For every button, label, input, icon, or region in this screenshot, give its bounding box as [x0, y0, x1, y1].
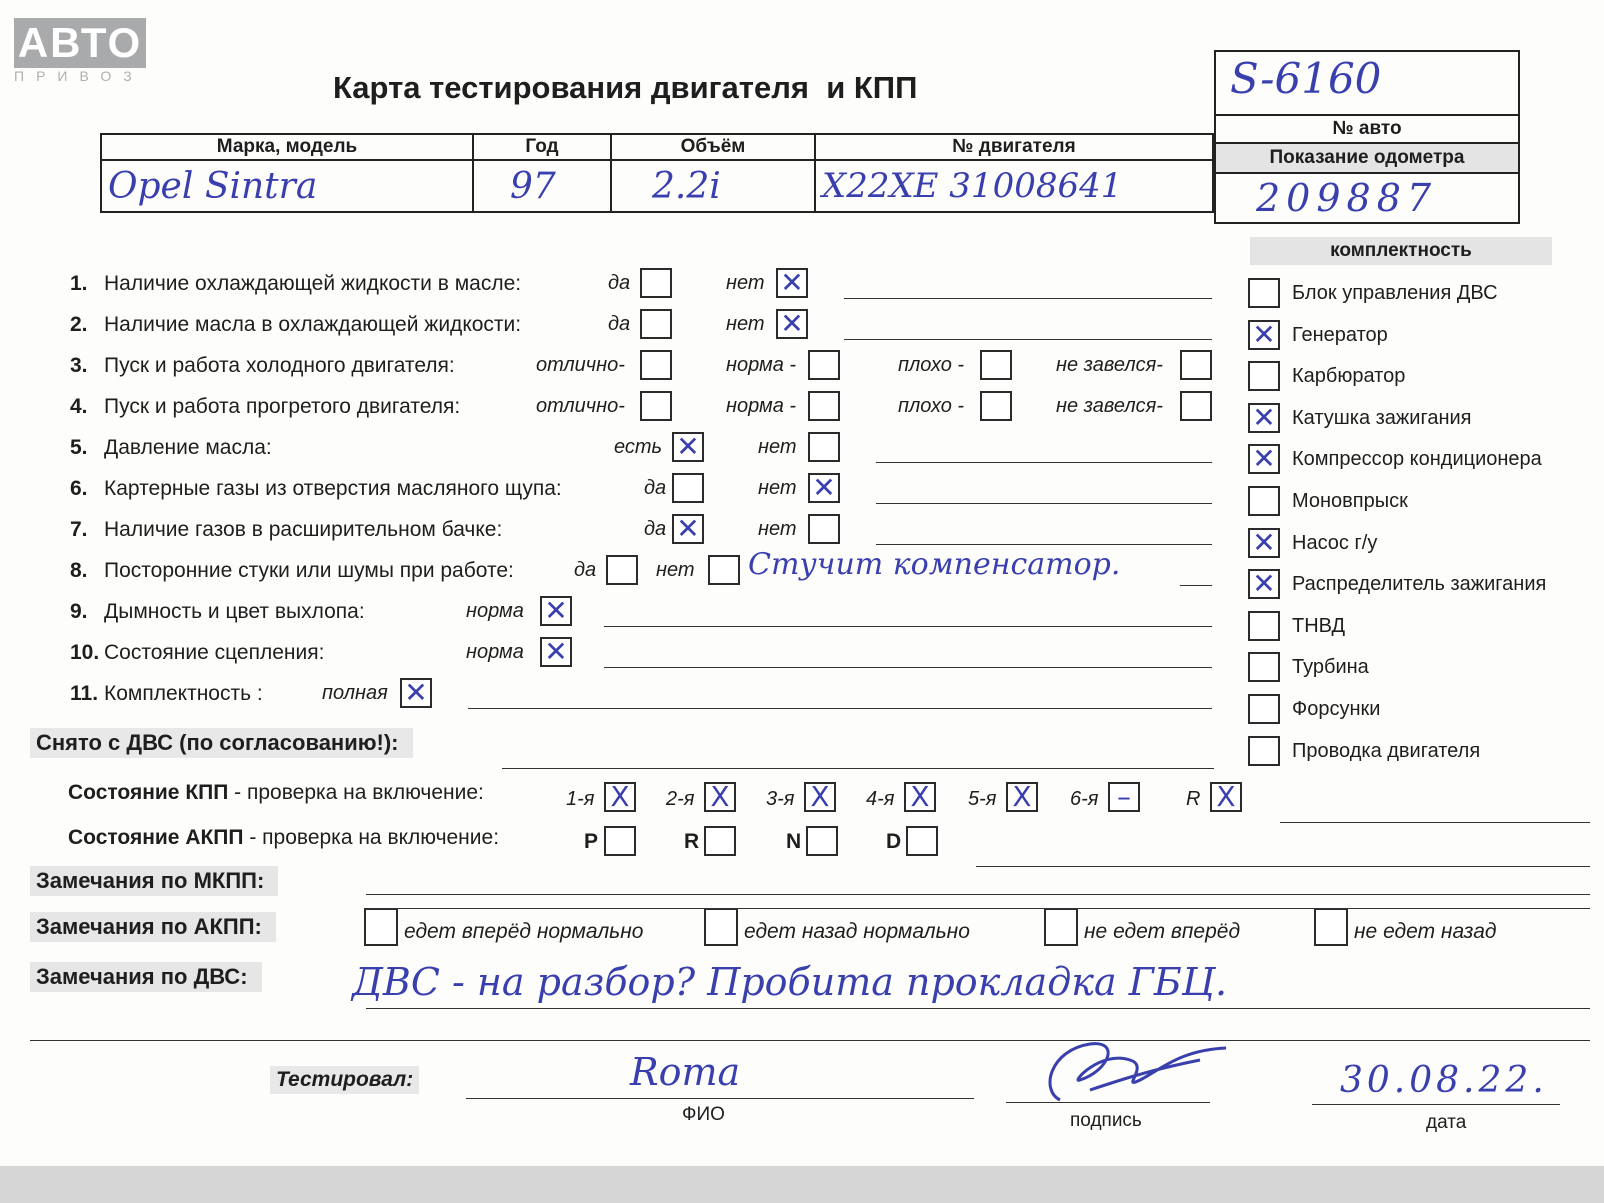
- engine-number-value: X22XE 31008641: [822, 166, 1123, 206]
- completeness-checkbox[interactable]: [1248, 444, 1280, 474]
- question-number: 4.: [70, 395, 88, 418]
- question-text: Состояние сцепления:: [104, 641, 325, 664]
- answer-option-label: да: [608, 272, 631, 294]
- kpp-label: Состояние КПП - проверка на включение:: [68, 781, 484, 804]
- answer-checkbox[interactable]: [672, 432, 704, 462]
- answer-checkbox[interactable]: [640, 391, 672, 421]
- odometer-label: Показание одометра: [1216, 142, 1518, 174]
- answer-checkbox[interactable]: [672, 473, 704, 503]
- engine-notes-value: ДВС - на разбор? Пробита прокладка ГБЦ.: [352, 960, 1228, 1004]
- answer-option-label: да: [574, 559, 597, 581]
- odometer-value: 209887: [1256, 176, 1438, 220]
- year-value: 97: [510, 165, 556, 207]
- answer-checkbox-mark: ✕: [676, 512, 700, 545]
- completeness-checkbox[interactable]: [1248, 694, 1280, 724]
- gear-mark: –: [1117, 780, 1131, 813]
- question-text: Пуск и работа холодного двигателя:: [104, 354, 455, 377]
- removed-parts-label: Снято с ДВС (по согласованию!):: [30, 728, 413, 758]
- question-text: Посторонние стуки или шумы при работе:: [104, 559, 514, 582]
- answer-checkbox-mark: ✕: [544, 594, 568, 627]
- gear-label: R: [1186, 788, 1201, 810]
- completeness-item-label: Распределитель зажигания: [1292, 573, 1547, 596]
- question-text: Пуск и работа прогретого двигателя:: [104, 395, 461, 418]
- answer-option-label: отлично-: [536, 354, 625, 376]
- answer-option-label: плохо -: [898, 395, 965, 417]
- answer-option-label: отлично-: [536, 395, 625, 417]
- tester-name-value: Roma: [630, 1050, 741, 1094]
- akpp-note-checkbox[interactable]: [1314, 908, 1348, 946]
- completeness-checkbox-mark: ✕: [1252, 442, 1276, 476]
- answer-checkbox[interactable]: [776, 309, 808, 339]
- answer-option-label: да: [644, 477, 667, 499]
- completeness-checkbox-mark: ✕: [1252, 400, 1276, 434]
- answer-option-label: да: [644, 518, 667, 540]
- completeness-checkbox[interactable]: [1248, 317, 1280, 351]
- question-text: Дымность и цвет выхлопа:: [104, 600, 365, 623]
- answer-checkbox[interactable]: [708, 555, 740, 585]
- answer-checkbox-mark: ✕: [544, 635, 568, 668]
- engine-number-label: № двигателя: [815, 134, 1213, 160]
- answer-option-label: норма: [466, 600, 524, 622]
- akpp-note-option-label: едет вперёд нормально: [404, 920, 644, 943]
- question-text: Наличие газов в расширительном бачке:: [104, 518, 503, 541]
- date-value: 30.08.22.: [1340, 1060, 1548, 1101]
- gear-label: 1-я: [566, 788, 595, 810]
- answer-checkbox[interactable]: [776, 268, 808, 298]
- akpp-note-option-label: едет назад нормально: [744, 920, 970, 943]
- answer-option-label: не завелся-: [1056, 395, 1163, 417]
- gear-label: 5-я: [968, 788, 997, 810]
- completeness-checkbox-mark: ✕: [1252, 567, 1276, 601]
- question-number: 5.: [70, 436, 88, 459]
- answer-option-label: норма -: [726, 354, 797, 376]
- logo-subtitle: ПРИВОЗ: [14, 68, 144, 84]
- completeness-checkbox[interactable]: [1248, 400, 1280, 434]
- kpp-line: [1280, 822, 1590, 823]
- akpp-note-checkbox[interactable]: [704, 908, 738, 946]
- answer-option-label: полная: [322, 682, 388, 704]
- akpp-note-checkbox[interactable]: [364, 908, 398, 946]
- completeness-item-label: Насос г/у: [1292, 531, 1378, 554]
- question-text: Наличие охлаждающей жидкости в масле:: [104, 272, 522, 295]
- answer-option-label: нет: [758, 436, 797, 458]
- completeness-checkbox[interactable]: [1248, 278, 1280, 308]
- answer-option-label: есть: [614, 436, 663, 458]
- gear-checkbox[interactable]: [804, 782, 836, 812]
- answer-line: [1180, 585, 1212, 586]
- mkpp-notes-line: [366, 894, 1590, 895]
- question-text: Наличие масла в охлаждающей жидкости:: [104, 313, 522, 336]
- answer-checkbox[interactable]: [400, 678, 432, 708]
- name-line: [466, 1098, 974, 1099]
- answer-checkbox-mark: ✕: [404, 676, 428, 709]
- date-line: [1312, 1104, 1560, 1105]
- make-label: Марка, модель: [101, 134, 473, 160]
- question-number: 6.: [70, 477, 88, 500]
- make-value: Opel Sintra: [108, 165, 318, 207]
- completeness-item-label: Моновпрыск: [1292, 490, 1408, 512]
- answer-line: [604, 626, 1212, 627]
- question-number: 10.: [70, 641, 100, 664]
- akpp-mode-checkbox[interactable]: [604, 826, 636, 856]
- answer-checkbox[interactable]: [640, 268, 672, 298]
- answer-checkbox[interactable]: [1180, 391, 1212, 421]
- akpp-mode-label: P: [584, 830, 599, 853]
- gear-checkbox[interactable]: [1108, 782, 1140, 812]
- gear-mark: X: [1216, 780, 1236, 813]
- answer-line: [876, 503, 1212, 504]
- gear-mark: X: [710, 780, 730, 813]
- answer-line: [876, 462, 1212, 463]
- question-number: 7.: [70, 518, 88, 541]
- question-text: Комплектность :: [104, 682, 263, 705]
- akpp-note-option-label: не едет назад: [1354, 920, 1497, 943]
- gear-mark: X: [810, 780, 830, 813]
- gear-label: 3-я: [766, 788, 795, 810]
- question-number: 3.: [70, 354, 88, 377]
- gear-label: 2-я: [666, 788, 695, 810]
- answer-checkbox[interactable]: [980, 350, 1012, 380]
- answer-checkbox-mark: ✕: [676, 430, 700, 463]
- completeness-item-label: Карбюратор: [1292, 365, 1406, 388]
- answer-checkbox[interactable]: [808, 350, 840, 380]
- akpp-mode-label: R: [684, 830, 700, 853]
- akpp-mode-checkbox[interactable]: [704, 826, 736, 856]
- answer-option-label: нет: [758, 518, 797, 540]
- answer-checkbox[interactable]: [808, 391, 840, 421]
- answer-checkbox-mark: ✕: [780, 266, 804, 299]
- gear-checkbox[interactable]: [604, 782, 636, 812]
- gear-checkbox[interactable]: [904, 782, 936, 812]
- vehicle-header-table: [100, 133, 1214, 213]
- answer-checkbox-mark: ✕: [780, 307, 804, 340]
- question-note: Стучит компенсатор.: [748, 547, 1121, 582]
- akpp-mode-label: D: [886, 830, 902, 853]
- engine-notes-line-2: [30, 1040, 1590, 1041]
- answer-option-label: нет: [656, 559, 695, 581]
- completeness-item-label: Турбина: [1292, 656, 1369, 679]
- question-number: 2.: [70, 313, 88, 336]
- answer-checkbox[interactable]: [808, 473, 840, 503]
- name-caption: ФИО: [682, 1104, 725, 1125]
- question-number: 1.: [70, 272, 88, 295]
- answer-checkbox-mark: ✕: [812, 471, 836, 504]
- akpp-mode-checkbox[interactable]: [806, 826, 838, 856]
- question-text: Картерные газы из отверстия масляного щупа:: [104, 477, 562, 500]
- gear-checkbox[interactable]: [1210, 782, 1242, 812]
- akpp-note-option-label: не едет вперёд: [1084, 920, 1241, 943]
- answer-checkbox[interactable]: [808, 432, 840, 462]
- engine-notes-line: [366, 1008, 1590, 1009]
- akpp-mode-label: N: [786, 830, 802, 853]
- answer-option-label: плохо -: [898, 354, 965, 376]
- gear-mark: X: [610, 780, 630, 813]
- answer-option-label: нет: [726, 313, 765, 335]
- answer-checkbox[interactable]: [1180, 350, 1212, 380]
- answer-line: [844, 298, 1212, 299]
- answer-option-label: не завелся-: [1056, 354, 1163, 376]
- gear-label: 4-я: [866, 788, 895, 810]
- answer-line: [604, 667, 1212, 668]
- tested-by-label: Тестировал:: [270, 1066, 419, 1094]
- answer-line: [844, 339, 1212, 340]
- gear-mark: X: [910, 780, 930, 813]
- completeness-item-label: Проводка двигателя: [1292, 739, 1481, 762]
- signature-caption: подпись: [1070, 1110, 1142, 1131]
- question-number: 8.: [70, 559, 88, 582]
- answer-line: [468, 708, 1212, 709]
- page-bottom-edge: [0, 1166, 1604, 1203]
- signature-image: [1030, 1030, 1230, 1114]
- akpp-line: [976, 866, 1590, 867]
- corner-box: [1214, 50, 1520, 224]
- answer-checkbox[interactable]: [672, 514, 704, 544]
- answer-option-label: нет: [726, 272, 765, 294]
- removed-parts-line: [502, 768, 1214, 769]
- completeness-checkbox-mark: ✕: [1252, 317, 1276, 351]
- completeness-checkbox[interactable]: [1248, 611, 1280, 641]
- gear-mark: X: [1012, 780, 1032, 813]
- mkpp-notes-label: Замечания по МКПП:: [30, 866, 278, 896]
- answer-option-label: да: [608, 313, 631, 335]
- completeness-checkbox-mark: ✕: [1252, 525, 1276, 559]
- completeness-checkbox[interactable]: [1248, 736, 1280, 766]
- completeness-item-label: Форсунки: [1292, 698, 1381, 720]
- answer-checkbox[interactable]: [808, 514, 840, 544]
- akpp-notes-line: [366, 908, 1590, 909]
- akpp-notes-label: Замечания по АКПП:: [30, 912, 276, 942]
- akpp-mode-checkbox[interactable]: [906, 826, 938, 856]
- akpp-note-checkbox[interactable]: [1044, 908, 1078, 946]
- question-text: Давление масла:: [104, 436, 272, 459]
- answer-option-label: нет: [758, 477, 797, 499]
- sheet-code: S-6160: [1230, 54, 1382, 103]
- answer-checkbox[interactable]: [980, 391, 1012, 421]
- volume-value: 2.2i: [652, 165, 721, 207]
- completeness-item-label: Катушка зажигания: [1292, 406, 1472, 429]
- completeness-item-label: Блок управления ДВС: [1292, 282, 1498, 304]
- date-caption: дата: [1426, 1112, 1467, 1133]
- completeness-title: комплектность: [1250, 237, 1552, 265]
- completeness-item-label: ТНВД: [1292, 614, 1346, 637]
- answer-checkbox[interactable]: [640, 350, 672, 380]
- answer-line: [876, 544, 1212, 545]
- akpp-label: Состояние АКПП - проверка на включение:: [68, 826, 500, 849]
- completeness-checkbox[interactable]: [1248, 525, 1280, 559]
- engine-notes-label: Замечания по ДВС:: [30, 962, 262, 992]
- answer-checkbox[interactable]: [540, 596, 572, 626]
- answer-checkbox[interactable]: [540, 637, 572, 667]
- answer-checkbox[interactable]: [640, 309, 672, 339]
- car-number-label: № авто: [1216, 114, 1518, 140]
- gear-checkbox[interactable]: [1006, 782, 1038, 812]
- completeness-item-label: Компрессор кондиционера: [1292, 448, 1542, 471]
- volume-label: Объём: [611, 134, 815, 160]
- completeness-checkbox[interactable]: [1248, 486, 1280, 516]
- logo: АВТО: [14, 18, 146, 68]
- completeness-checkbox[interactable]: [1248, 361, 1280, 391]
- answer-checkbox[interactable]: [606, 555, 638, 585]
- completeness-checkbox[interactable]: [1248, 652, 1280, 682]
- answer-option-label: норма -: [726, 395, 797, 417]
- question-number: 9.: [70, 600, 88, 623]
- answer-option-label: норма: [466, 641, 524, 663]
- page-title: Карта тестирования двигателя и КПП: [333, 70, 918, 105]
- completeness-item-label: Генератор: [1292, 323, 1388, 346]
- question-number: 11.: [70, 682, 99, 705]
- year-label: Год: [473, 134, 611, 160]
- completeness-checkbox[interactable]: [1248, 569, 1280, 599]
- gear-label: 6-я: [1070, 788, 1099, 810]
- gear-checkbox[interactable]: [704, 782, 736, 812]
